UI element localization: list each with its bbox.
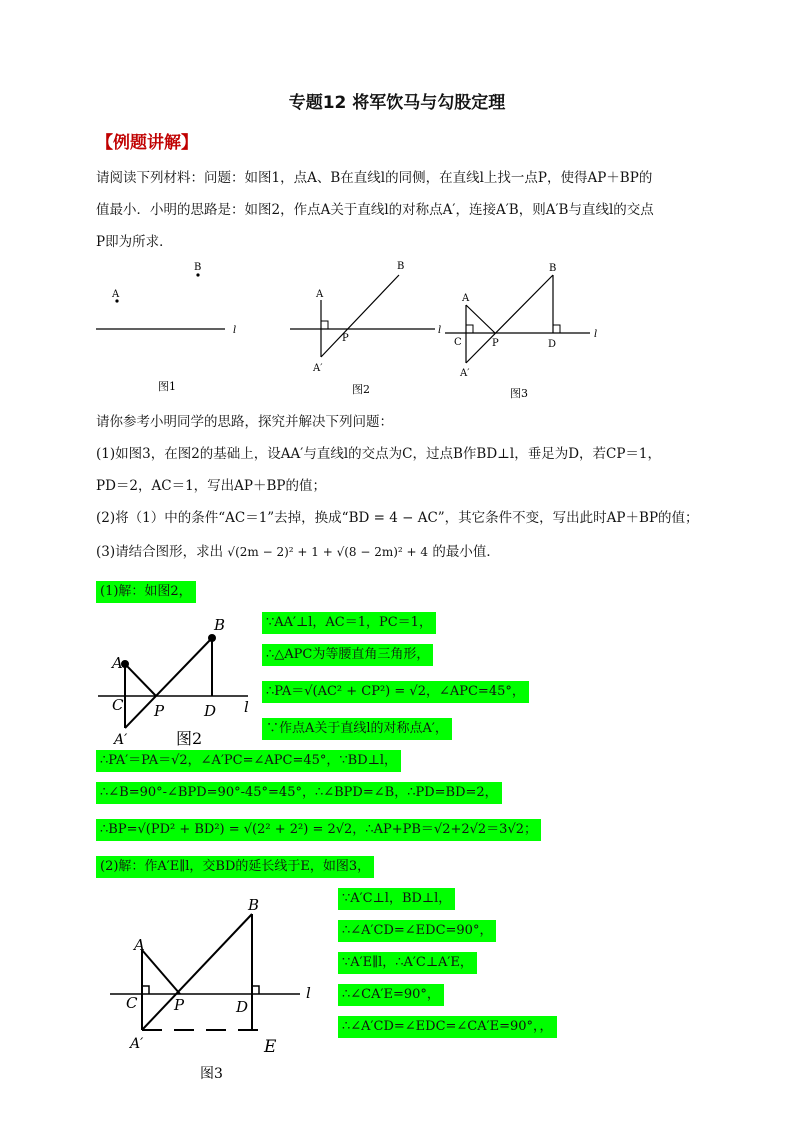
figure-1 [96, 262, 236, 393]
sol1-label-a: A [112, 654, 123, 672]
fig3-label-d: D [548, 339, 557, 350]
sol2-label-c: C [126, 994, 138, 1012]
solution-2-step-4: ∴∠CA′E=90°， [338, 984, 444, 1006]
fig3-caption: 图3 [510, 387, 528, 400]
question-3-prefix: (3)请结合图形，求出 [96, 544, 224, 560]
fig2-label-a-prime: A′ [313, 363, 323, 374]
intro-line-2: 值最小．小明的思路是：如图2，作点A关于直线l的对称点A′，连接A′B，则A′B与直线l的交点 [96, 202, 654, 218]
fig2-caption: 图2 [352, 383, 370, 396]
solution-1-step-7: ∴BP=√(PD² + BD²) = √(2² + 2²) = 2√2，∴AP+PB＝√2+2√2＝3√2； [96, 819, 541, 841]
solution-1-step-4: ∵作点A关于直线l的对称点A′， [262, 718, 452, 740]
solution-1-figure [94, 612, 264, 750]
fig2-label-p: P [342, 333, 349, 344]
sol1-label-a-prime: A′ [114, 732, 128, 748]
solution-1-head: (1)解：如图2， [96, 581, 196, 603]
sol2-label-b: B [248, 896, 260, 914]
sol2-label-p: P [174, 996, 185, 1014]
solution-1-step-3: ∴PA＝√(AC² + CP²) = √2，∠APC=45°， [262, 681, 529, 703]
sol1-label-p: P [154, 702, 165, 720]
solution-1-step-6: ∴∠B=90°-∠BPD=90°-45°=45°，∴∠BPD=∠B，∴PD=BD=2， [96, 782, 502, 804]
figures-row [90, 255, 630, 405]
fig2-label-b: B [397, 261, 405, 272]
fig3-label-l: l [594, 329, 598, 340]
question-3-expression: √(2m − 2)² + 1 + √(8 − 2m)² + 4 [227, 545, 429, 559]
fig3-label-a-prime: A′ [460, 368, 470, 379]
figure-3 [445, 263, 597, 400]
sol2-label-e: E [264, 1037, 277, 1057]
sol1-caption: 图2 [176, 729, 203, 748]
intro-line-1: 请阅读下列材料：问题：如图1，点A、B在直线l的同侧，在直线l上找一点P，使得AP＋BP的 [96, 170, 653, 186]
solution-2-head: (2)解：作A′E∥l，交BD的延长线于E，如图3， [96, 856, 374, 878]
sol1-label-c: C [112, 696, 124, 714]
intro-line-3: P即为所求． [96, 234, 173, 250]
solution-1-step-1: ∵AA′⊥l，AC＝1，PC＝1， [262, 612, 436, 634]
sol1-label-l: l [244, 698, 249, 716]
question-1-line-2: PD＝2，AC＝1，写出AP＋BP的值； [96, 478, 327, 494]
section-heading: 【例题讲解】 [96, 133, 198, 153]
fig2-label-a: A [316, 289, 324, 300]
question-1-line-1: (1)如图3，在图2的基础上，设AA′与直线l的交点为C，过点B作BD⊥l，垂足为D，若CP＝1， [96, 446, 662, 462]
fig2-label-l: l [438, 325, 442, 336]
solution-1-step-5: ∴PA′＝PA＝√2，∠A′PC=∠APC=45°，∵BD⊥l， [96, 750, 401, 772]
solution-2-figure [104, 892, 334, 1088]
fig3-label-a: A [462, 293, 470, 304]
sol2-label-a-prime: A′ [130, 1036, 144, 1052]
solution-2-step-3: ∵A′E∥l，∴A′C⊥A′E， [338, 952, 477, 974]
sol2-caption: 图3 [200, 1066, 223, 1082]
figure-2 [290, 261, 441, 396]
solution-1-step-2: ∴△APC为等腰直角三角形， [262, 644, 433, 666]
fig1-label-a: A [112, 289, 120, 300]
fig1-caption: 图1 [158, 380, 176, 393]
solution-2-step-5: ∴∠A′CD=∠EDC=∠CA′E=90°，， [338, 1016, 557, 1038]
questions-lead: 请你参考小明同学的思路，探究并解决下列问题： [96, 414, 393, 430]
fig3-label-c: C [454, 337, 462, 348]
fig3-label-p: P [492, 338, 499, 349]
sol2-label-a: A [134, 936, 145, 954]
sol1-label-d: D [204, 702, 217, 720]
question-3-suffix: 的最小值． [432, 544, 500, 560]
solution-2-step-1: ∵A′C⊥l，BD⊥l， [338, 888, 455, 910]
fig3-label-b: B [549, 263, 557, 274]
sol2-label-l: l [306, 984, 311, 1002]
question-2: (2)将（1）中的条件“AC＝1”去掉，换成“BD = 4 − AC”，其它条件不变，写出此时AP＋BP的值； [96, 510, 699, 526]
question-3 [96, 542, 500, 562]
solution-2-step-2: ∴∠A′CD=∠EDC=90°， [338, 920, 496, 942]
sol1-label-b: B [214, 616, 226, 634]
fig1-label-l: l [233, 325, 237, 336]
page-title: 专题12 将军饮马与勾股定理 [288, 93, 506, 113]
sol2-label-d: D [236, 998, 249, 1016]
fig1-label-b: B [194, 262, 202, 273]
